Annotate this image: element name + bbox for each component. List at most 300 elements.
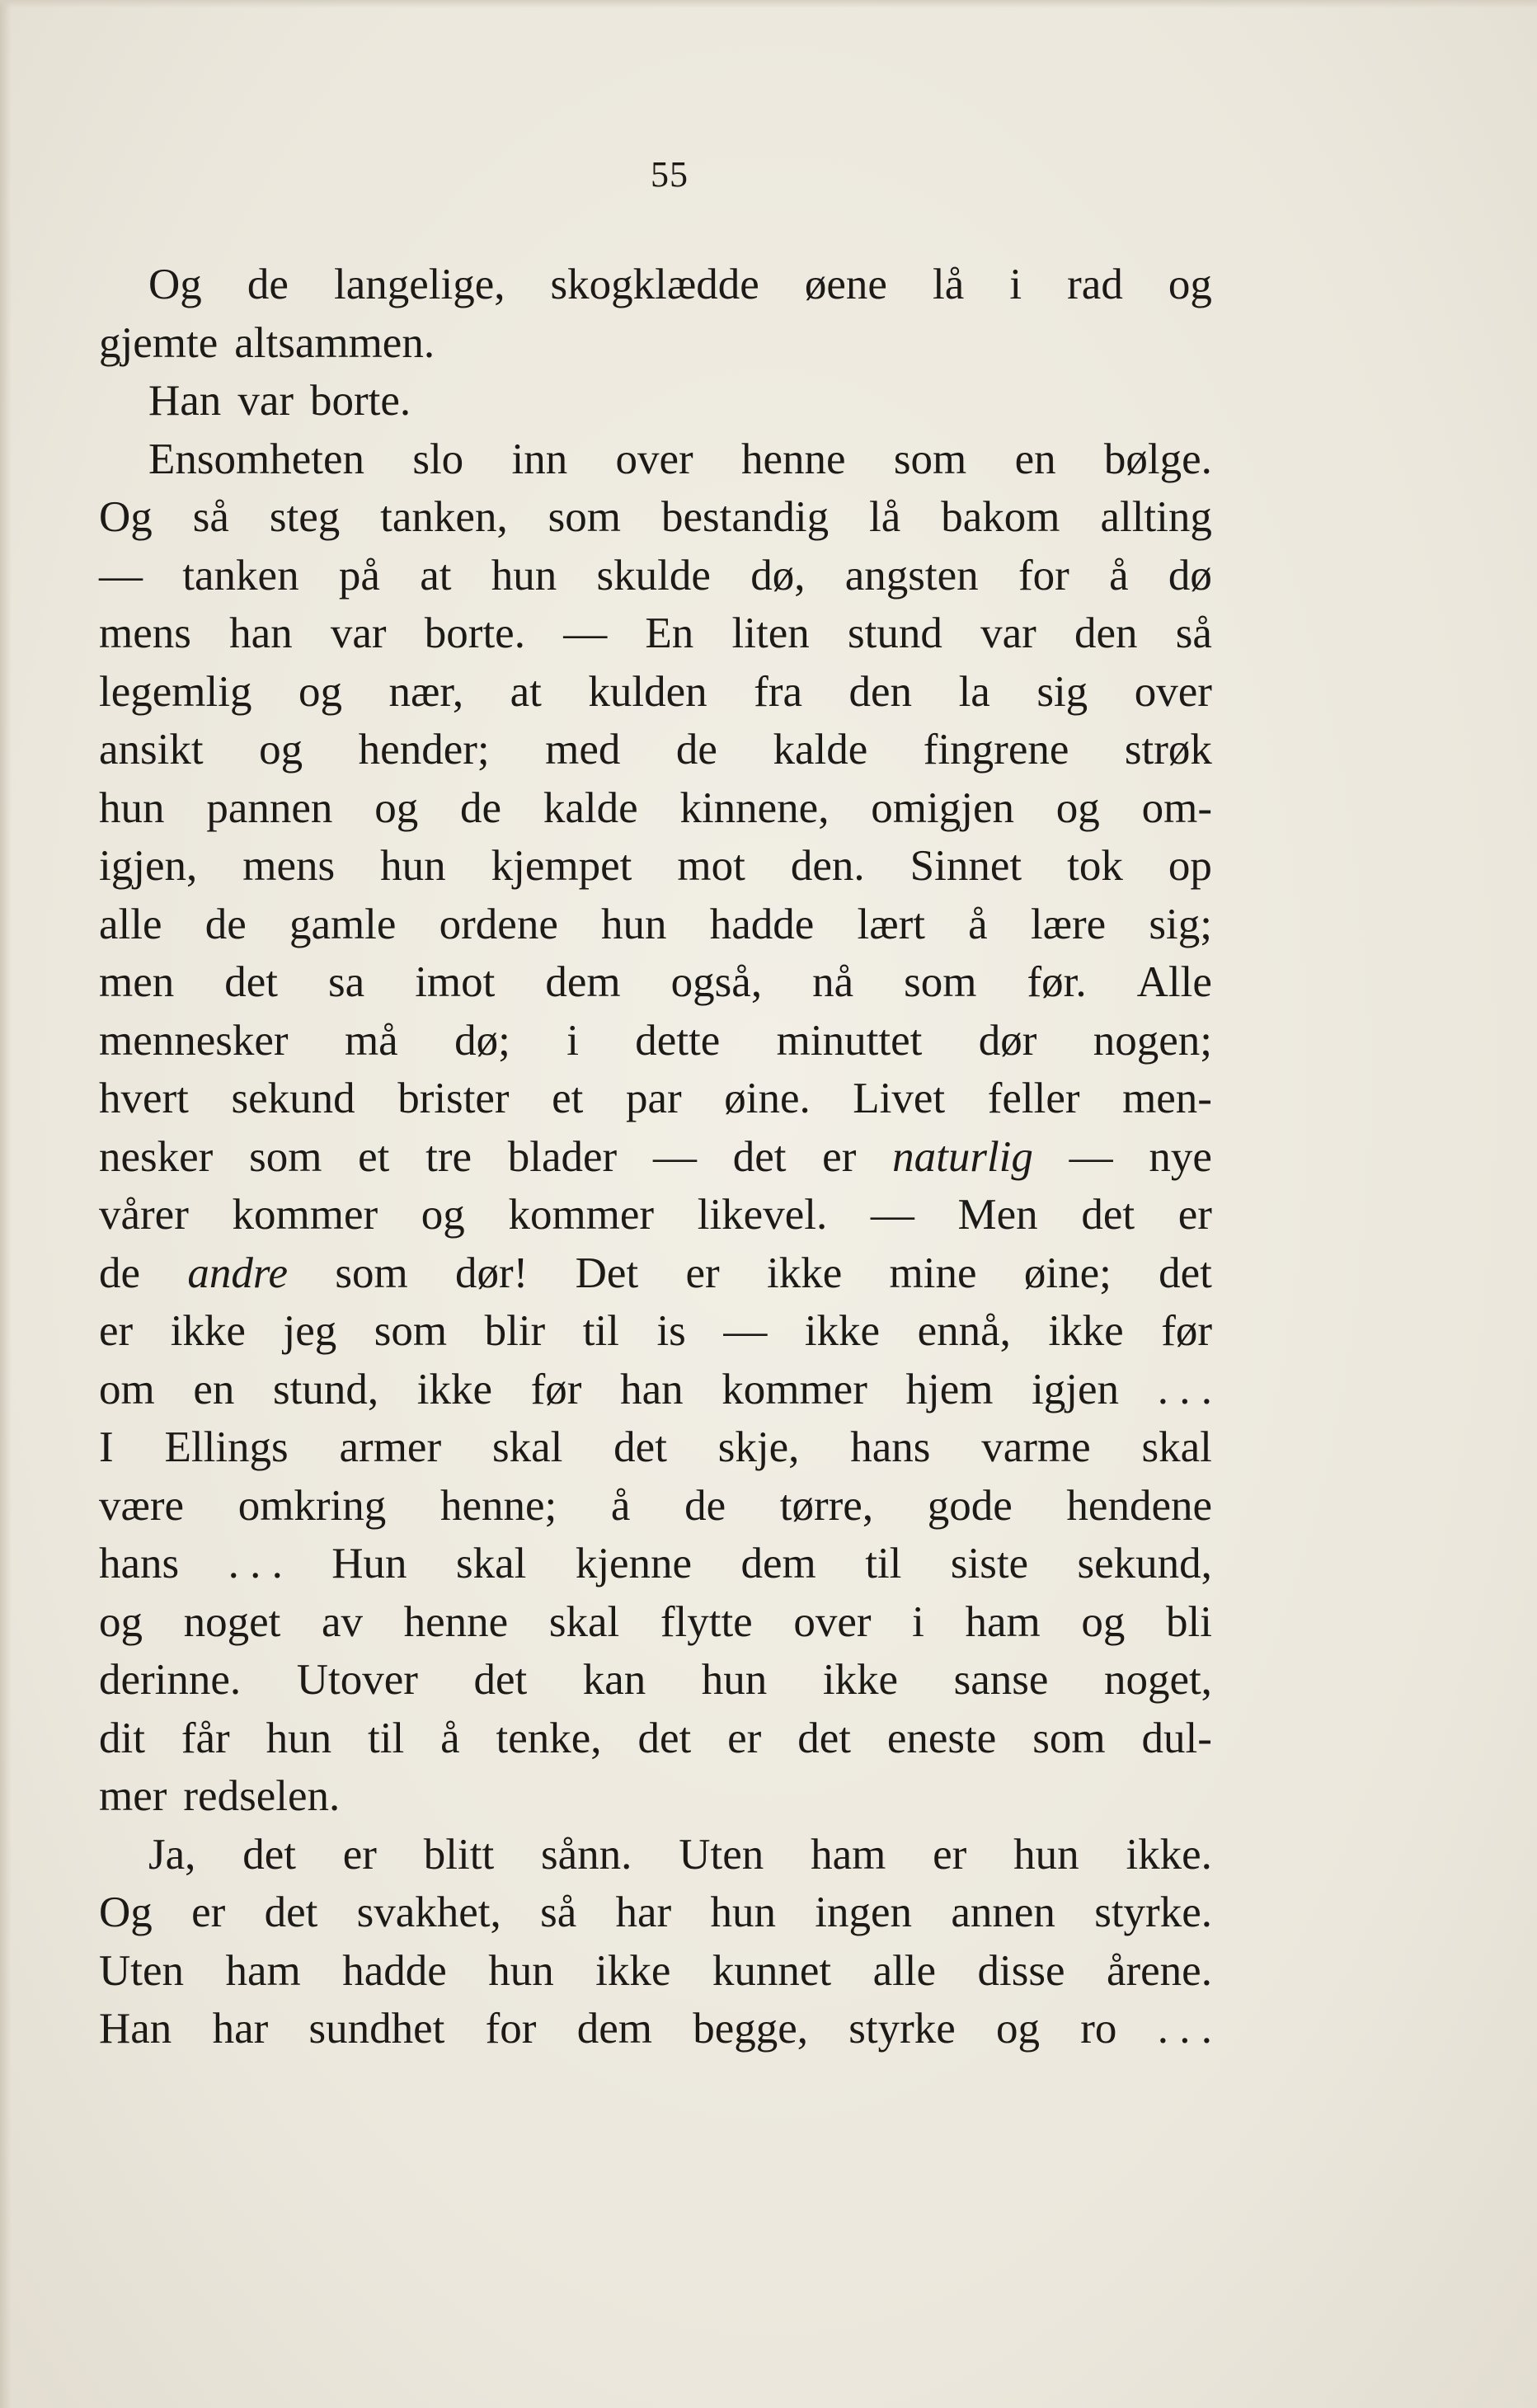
word: de (99, 1249, 141, 1297)
word: Livet (853, 1075, 946, 1122)
word: han (620, 1365, 684, 1413)
word: slo (412, 435, 464, 483)
word: at (510, 667, 542, 716)
word: hadde (342, 1946, 447, 1995)
word: imot (415, 958, 496, 1006)
word: er (933, 1830, 967, 1879)
word: til (865, 1540, 902, 1587)
word: eneste (886, 1714, 997, 1762)
word: ham (225, 1946, 301, 1995)
word: bli (1166, 1597, 1212, 1646)
word: sig (1036, 667, 1088, 716)
word: ordene (439, 900, 558, 948)
word: var (237, 377, 294, 425)
word: omkring (237, 1481, 387, 1530)
word: — (1069, 1132, 1113, 1181)
word: sekund, (1077, 1540, 1212, 1587)
word: hjem (905, 1365, 994, 1413)
word: det (224, 958, 279, 1006)
word: han (229, 609, 293, 657)
word: annen (951, 1888, 1055, 1936)
word: omigjen (871, 783, 1014, 832)
word: disse (977, 1946, 1065, 1995)
word: av (322, 1597, 364, 1646)
word: på (338, 551, 380, 600)
word: sekund (231, 1075, 355, 1122)
text-line (99, 1070, 1212, 1128)
text-line (99, 896, 1212, 954)
word: svakhet, (356, 1888, 501, 1936)
word: tre (425, 1132, 472, 1181)
text-line (99, 1477, 1212, 1536)
word: ikke (595, 1946, 671, 1995)
word: er (822, 1132, 857, 1181)
word: dette (635, 1016, 721, 1065)
word: nær, (388, 667, 464, 716)
word: skal (491, 1423, 563, 1471)
word: ikke (1048, 1307, 1124, 1355)
word: likevel. (697, 1191, 828, 1239)
word: brister (397, 1075, 510, 1122)
word: Ensomheten (148, 435, 364, 483)
word: henne; (439, 1481, 557, 1530)
word: Det (575, 1249, 639, 1297)
word: det (637, 1714, 692, 1762)
word: Og (99, 493, 153, 541)
word: øine. (724, 1075, 811, 1122)
word: noget (183, 1597, 281, 1646)
word: i (566, 1016, 579, 1065)
text-line (99, 1593, 1212, 1652)
word: de (675, 726, 717, 774)
word: kommer (232, 1191, 378, 1239)
word: alle (99, 900, 162, 948)
word: ingen (815, 1888, 913, 1936)
word: minuttet (776, 1016, 923, 1065)
word: de (684, 1481, 726, 1530)
text-line (99, 1418, 1212, 1477)
word: liten (731, 609, 810, 657)
word: å (1109, 551, 1129, 600)
word: det (732, 1132, 787, 1181)
word: derinne. (99, 1656, 242, 1704)
text-line (99, 1767, 1212, 1826)
word: sig; (1149, 900, 1212, 948)
word: kalde (773, 726, 868, 774)
word: hendene (1066, 1481, 1212, 1530)
word: En (645, 609, 694, 657)
page-edge-shadow (0, 0, 12, 2408)
word: ansikt (99, 726, 204, 774)
text-line (99, 1186, 1212, 1244)
text-line (99, 372, 1212, 430)
text-line (99, 1244, 1212, 1303)
word: øene (804, 261, 887, 308)
word: et (552, 1075, 584, 1122)
word: i (912, 1597, 924, 1646)
word: og (421, 1191, 465, 1239)
word: hans (99, 1540, 180, 1587)
word: så (192, 493, 229, 541)
word: sundhet (308, 2005, 445, 2053)
word: styrke. (1094, 1888, 1212, 1936)
word: Men (957, 1191, 1038, 1239)
word: dør! (455, 1249, 529, 1297)
word: Ja, (148, 1830, 196, 1879)
word: stund (847, 609, 942, 657)
word: skje, (717, 1423, 800, 1471)
word: igjen (1032, 1365, 1120, 1413)
word: skal (1141, 1423, 1212, 1471)
word: er (1177, 1191, 1212, 1239)
text-line (99, 663, 1212, 722)
word: la (958, 667, 990, 716)
word: Uten (679, 1830, 764, 1879)
page-number: 55 (651, 154, 689, 195)
word: blir (484, 1307, 546, 1355)
word: en (193, 1365, 235, 1413)
word: op (1168, 842, 1212, 890)
word: å (610, 1481, 631, 1530)
word: lå (869, 493, 901, 541)
word: mens (242, 842, 336, 890)
word: Han (148, 377, 222, 425)
word: som (335, 1249, 408, 1297)
word: mens (99, 609, 191, 657)
word: og (1081, 1597, 1126, 1646)
word: at (420, 551, 452, 600)
word: vårer (99, 1191, 189, 1239)
word: begge, (693, 2005, 808, 2053)
word: styrke (848, 2005, 956, 2053)
text-line (99, 837, 1212, 896)
word: siste (950, 1540, 1029, 1587)
word: og (298, 667, 342, 716)
word: tørre, (779, 1481, 874, 1530)
word: i (1009, 261, 1022, 308)
word: ennå, (917, 1307, 1011, 1355)
word: det (1081, 1191, 1135, 1239)
word: er (99, 1307, 134, 1355)
word: par (625, 1075, 682, 1122)
word: mot (677, 842, 745, 890)
word: kjempet (491, 842, 632, 890)
word: for (1018, 551, 1069, 600)
page-top-shadow (0, 0, 1537, 8)
word: henne (403, 1597, 509, 1646)
word: blitt (423, 1830, 495, 1879)
word: som (893, 435, 967, 483)
word: — (652, 1132, 697, 1181)
word: som (904, 958, 977, 1006)
word: Hun (331, 1540, 407, 1587)
word: og (259, 726, 303, 774)
word: is (656, 1307, 686, 1355)
text-line (99, 604, 1212, 663)
word: å (440, 1714, 460, 1762)
word: til (368, 1714, 405, 1762)
word: kalde (543, 783, 638, 832)
emphasized-word: andre (187, 1249, 289, 1297)
word: det (1159, 1249, 1212, 1297)
word: ikke (766, 1249, 843, 1297)
text-line (99, 1361, 1212, 1419)
word: stund, (273, 1365, 379, 1413)
word: var (980, 609, 1036, 657)
text-line (99, 1302, 1212, 1361)
word: hun (601, 900, 667, 948)
word: over (1134, 667, 1212, 716)
word: for (485, 2005, 537, 2053)
word: hender; (358, 726, 490, 774)
word: tenke, (496, 1714, 602, 1762)
word: — (870, 1191, 914, 1239)
word: hun (266, 1714, 332, 1762)
word: være (99, 1481, 185, 1530)
word: en (1014, 435, 1056, 483)
word: borte. (310, 377, 411, 425)
word: hadde (709, 900, 815, 948)
text-line (99, 1012, 1212, 1070)
word: øine; (1023, 1249, 1112, 1297)
word: allting (1100, 493, 1212, 541)
word: hun (701, 1656, 768, 1704)
word: har (615, 1888, 672, 1936)
word: lå (933, 261, 965, 308)
word: henne (741, 435, 846, 483)
word: legemlig (99, 667, 252, 716)
word: Og (99, 1888, 153, 1936)
word: borte. (424, 609, 525, 657)
word: det (473, 1656, 528, 1704)
emphasized-word: naturlig (892, 1132, 1033, 1181)
word: som (1032, 1714, 1106, 1762)
word: tanken, (380, 493, 508, 541)
word: med (545, 726, 621, 774)
word: ikke (416, 1365, 492, 1413)
word: ikke (822, 1656, 899, 1704)
word: det (613, 1423, 667, 1471)
word: hun (99, 783, 165, 832)
word: angsten (844, 551, 979, 600)
word: er (685, 1249, 720, 1297)
word: får (181, 1714, 230, 1762)
word: dø (1168, 551, 1212, 600)
word: jeg (283, 1307, 337, 1355)
word: som (548, 493, 622, 541)
word: ikke (804, 1307, 881, 1355)
word: lære (1030, 900, 1107, 948)
word: bakom (941, 493, 1060, 541)
word: inn (511, 435, 568, 483)
word: . . . (1157, 1365, 1212, 1413)
word: hvert (99, 1075, 189, 1122)
word: nogen; (1093, 1016, 1212, 1065)
word: de (204, 900, 247, 948)
word: hans (850, 1423, 931, 1471)
word: bølge. (1103, 435, 1212, 483)
word: og (99, 1597, 143, 1646)
text-line (99, 1710, 1212, 1768)
text-line (99, 430, 1212, 489)
word: — (723, 1307, 768, 1355)
word: den (848, 667, 913, 716)
text-line (99, 721, 1212, 779)
word: . . . (1157, 2005, 1212, 2053)
word: tok (1067, 842, 1123, 890)
word: Sinnet (910, 842, 1022, 890)
word: skulde (596, 551, 711, 600)
word: Alle (1136, 958, 1212, 1006)
word: sanse (953, 1656, 1049, 1704)
text-line (99, 1651, 1212, 1710)
word: varme (981, 1423, 1091, 1471)
word: kjenne (575, 1540, 693, 1587)
word: over (615, 435, 693, 483)
word: — (563, 609, 608, 657)
word: altsammen. (234, 318, 435, 367)
word: lært (857, 900, 925, 948)
text-line (99, 547, 1212, 605)
word: ikke (170, 1307, 246, 1355)
word: skal (548, 1597, 620, 1646)
word: det (797, 1714, 851, 1762)
word: . . . (228, 1540, 283, 1587)
word: skal (456, 1540, 527, 1587)
word: alle (872, 1946, 937, 1995)
word: men- (1122, 1075, 1212, 1122)
word: kommer (508, 1191, 655, 1239)
word: blader (507, 1132, 618, 1181)
text-line (99, 2000, 1212, 2058)
word: og (374, 783, 419, 832)
word: ham (965, 1597, 1041, 1646)
text-line (99, 779, 1212, 838)
word: mine (889, 1249, 977, 1297)
word: hun (380, 842, 446, 890)
word: over (793, 1597, 872, 1646)
word: kunnet (712, 1946, 832, 1995)
word: er (342, 1830, 377, 1879)
word: tanken (182, 551, 299, 600)
word: kommer (721, 1365, 867, 1413)
word: og (996, 2005, 1041, 2053)
word: Ellings (164, 1423, 289, 1471)
word: hun (710, 1888, 776, 1936)
word: feller (987, 1075, 1080, 1122)
word: om- (1141, 783, 1212, 832)
word: sånn. (541, 1830, 632, 1879)
text-line (99, 1128, 1212, 1187)
word: et (358, 1132, 390, 1181)
word: Utover (296, 1656, 418, 1704)
word: gjemte (99, 318, 219, 367)
word: hun (491, 551, 557, 600)
word: må (344, 1016, 398, 1065)
text-line (99, 953, 1212, 1012)
word: den (1074, 609, 1138, 657)
word: det (242, 1830, 296, 1879)
word: dem (545, 958, 621, 1006)
text-line (99, 1826, 1212, 1884)
word: Uten (99, 1946, 185, 1995)
word: mer (99, 1772, 167, 1820)
word: så (1175, 609, 1212, 657)
word: også, (670, 958, 763, 1006)
word: som (374, 1307, 448, 1355)
word: dø; (454, 1016, 510, 1065)
word: kinnene, (679, 783, 830, 832)
word: og (1168, 261, 1212, 308)
word: dør (978, 1016, 1037, 1065)
word: nå (812, 958, 854, 1006)
word: hun (488, 1946, 554, 1995)
word: de (460, 783, 502, 832)
word: skogklædde (550, 261, 759, 308)
text-line (99, 488, 1212, 547)
word: igjen, (99, 842, 198, 890)
word: så (540, 1888, 577, 1936)
word: rad (1067, 261, 1123, 308)
word: er (191, 1888, 226, 1936)
word: gode (927, 1481, 1013, 1530)
text-line (99, 1884, 1212, 1942)
word: noget, (1103, 1656, 1212, 1704)
word: I (99, 1423, 114, 1471)
word: pannen (206, 783, 333, 832)
word: fingrene (923, 726, 1069, 774)
word: til (582, 1307, 619, 1355)
word: Han (99, 2005, 172, 2053)
word: nesker (99, 1132, 214, 1181)
text-line (99, 1942, 1212, 2001)
word: langelige, (333, 261, 505, 308)
word: dem (576, 2005, 652, 2053)
word: Og (148, 261, 202, 308)
word: ham (811, 1830, 886, 1879)
word: ro (1080, 2005, 1117, 2053)
word: flytte (660, 1597, 753, 1646)
word: hun (1013, 1830, 1079, 1879)
word: kulden (588, 667, 707, 716)
body-text (99, 256, 1212, 2058)
word: som (249, 1132, 322, 1181)
word: og (1055, 783, 1100, 832)
word: før (530, 1365, 582, 1413)
word: var (330, 609, 387, 657)
word: før (1161, 1307, 1212, 1355)
word: strøk (1124, 726, 1212, 774)
word: dø, (750, 551, 806, 600)
word: mennesker (99, 1016, 289, 1065)
word: det (264, 1888, 318, 1936)
word: har (212, 2005, 269, 2053)
word: fra (754, 667, 802, 716)
word: dit (99, 1714, 145, 1762)
word: gamle (289, 900, 397, 948)
word: den. (790, 842, 865, 890)
word: dul- (1141, 1714, 1212, 1762)
word: steg (269, 493, 341, 541)
text-line (99, 256, 1212, 314)
word: — (99, 551, 143, 600)
word: kan (582, 1656, 646, 1704)
word: er (727, 1714, 762, 1762)
word: å (968, 900, 988, 948)
text-line (99, 1535, 1212, 1593)
word: årene. (1106, 1946, 1212, 1995)
text-line (99, 314, 1212, 373)
